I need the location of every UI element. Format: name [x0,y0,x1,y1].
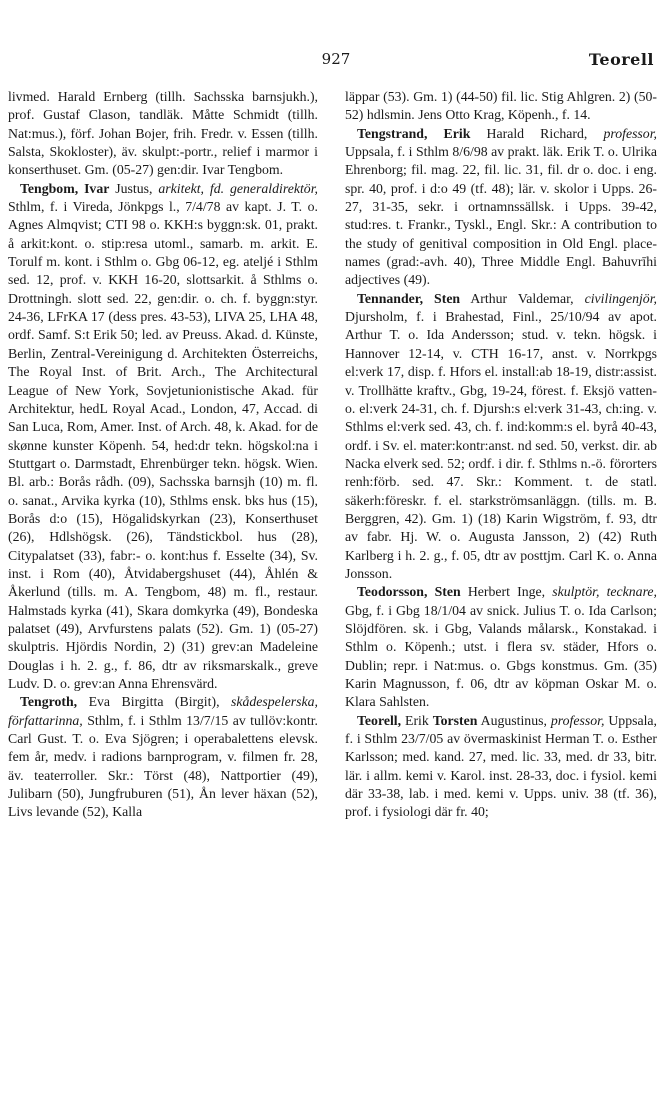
right-column [345,88,657,822]
entry-name: Teodorsson, Sten [357,584,461,600]
entry-given-bold: Torsten [432,712,478,728]
entry-text: Uppsala, f. i Sthlm 23/7/05 av övermaskinist Herman T. o. Esther Karlsson; med. kand. 27, med. lic. 33, med. dr 33, bitr. lär. i allm. kemi v. Karol. inst. 28-33, doc. i fysiol. kemi där 33-38, lab. i med. kemi v. Upps. univ. 38 (tf. 36), prof. i fysiologi där fr. 40; [345,712,658,820]
entry-teodorsson [345,583,657,711]
entry-given-names: Eva Birgitta (Birgit), [88,694,220,710]
entry-name: Tengstrand, Erik [357,125,471,141]
entry-name: Tennander, Sten [357,290,461,306]
entry-tengstrand [345,125,657,290]
entry-text: Gbg, f. i Gbg 18/1/04 av snick. Julius T. o. Ida Carlson; Slöjdfören. sk. i Gbg, Valands målarsk., Konstakad. i Sthlm o. Köpenh.; utst. i flera sv. städer, Hfors o. Dublin; repr. i Nat:mus. o. Gbgs konstmus. Gm. (35) Karin Magnusson, f. 06, dtr av köpman Oskar M. o. Klara Sahlsten. [345,602,657,710]
entry-given-names: Harald Richard, [486,125,588,141]
entry-given-prefix: Erik [405,712,429,728]
entry-continuation: läppar (53). Gm. 1) (44-50) fil. lic. Stig Ahlgren. 2) (50-52) hdlsmin. Jens Otto Krag, Köpenh., f. 14. [345,89,657,123]
entry-occupation: civilingenjör, [584,290,657,306]
page-number: 927 [321,50,351,68]
left-column [8,88,318,822]
entry-text: Sthlm, f. i Sthlm 13/7/15 av tullöv:kontr. Carl Gust. T. o. Eva Sjögren; i operabalettens elevsk. fem år, medv. i radions barnprogram, v. filmen fr. 28, äv. teaterroller. Skr.: Törst (48), Nattportier (49), Julibarn (50), Jungfruburen (51), Ån lever häxan (52), Livs levande (52), Kalla [8,712,319,820]
entry-occupation: professor, [603,125,657,141]
entry-name: Tengbom, Ivar [20,180,110,196]
entry-name: Teorell, [357,712,402,728]
entry-continuation: livmed. Harald Ernberg (tillh. Sachsska barnsjukh.), prof. Gustaf Clason, tandläk. Måtte Schmidt (tillh. Nat:mus.), förf. Johan Bojer, frih. Fredr. v. Essen (tillh. Salsta, Skokloster), äv. skulpt:-portr., relief i marmor i konserthuset. Gm. (05-27) gen:dir. Ivar Tengbom. [8,89,318,178]
entry-occupation: skulptör, tecknare, [552,584,658,600]
running-head: Teorell [588,50,654,69]
entry-occupation: arkitekt, fd. generaldirektör, [158,180,318,196]
entry-given-names: Herbert Inge, [467,584,546,600]
entry-tennander [345,290,657,584]
entry-tengroth [8,693,318,821]
entry-given-names: Arthur Valdemar, [470,290,574,306]
entry-tengbom [8,180,318,694]
entry-text: Sthlm, f. i Vireda, Jönkpgs l., 7/4/78 av kapt. J. T. o. Agnes Almqvist; CTI 98 o. KKH:s byggn:sk. 01, prakt. å arkit:kont. o. stip:resa utoml., samarb. m. arkit. E. Torulf m. kont. i Sthlm o. Gbg 06-12, eg. ateljé i Sthlm sed. 12, prof. v. KKH 16-20, slottsarkit. å Sthlms o. Drottningh. slott sed. 22, gen:dir. o. ch. f. byggn:styr. 24-36, LFrKA 17 (dess pres. 43-53), LIVA 25, LHA 48, ordf. Samf. S:t Erik 50; led. av Preuss. Akad. d. Künste, Berlin, Zentral-Vereinigung d. Architekten Österreichs, The Royal Inst. of Brit. Arch., The Architectural League of New York, Sovjetunionistische Akad. für Architektur, hedL Royal Acad., London, 47, Accad. di San Luca, Rom, Amer. Inst. of Arch. 48, k. Akad. for de skønne kunster Köpenh. 54, hed:dr tekn. högskol:na i Stuttgart o. Darmstadt, Ehrenbürger tekn. högsk. Wien. Bl. arb.: Borås rådh. (09), Sachsska barnsjh (10) m. fl. o. sanat., Arvika kyrka (10), Sthlms ensk. bks hus (15), Borås d:o (15), Högalidskyrkan (23), Konserthuset (26), Hdlshögsk. (26), Tändstickbol. hus (28), Citypalatset (33), fabr:- o. kont:hus f. Esselte (34), Sv. inst. i Rom (40), Åtvidabergshuset (44), Åhlén & Åkerlund (tills. m. A. Tengbom, 48) m. fl., restaur. Halmstads kyrka (41), Skara domkyrka (49), Bondeska palatset (49), Arvfurstens palats (52). Gm. 1) (05-27) skulptris. Hjördis Nordin, 2) (31) grev:an Madeleine Douglas i h. 2. g., f. 86, dtr av riksmarskalk., greve Ludv. D. o. grev:an Anna Ehrensvärd. [8,199,318,691]
entry-occupation: professor, [550,712,605,728]
entry-given-names: Justus, [115,180,153,196]
entry-occupation: skådespelerska, författarinna, [8,694,318,728]
entry-text: Djursholm, f. i Brahestad, Finl., 25/10/94 av apot. Arthur T. o. Ida Andersson; stud. v. tekn. högsk. i Hannover 12-14, v. CTH 16-17, anst. v. Norrkpgs el:verk 17, disp. f. Hfors el. install:ab 18-19, distr:assist. v. Trollhätte kraftv., Gbg, 19-24, förest. f. Eksjö vatten- o. el:verk 24-31, ch. f. Djursh:s el:verk 31-43, ch:ing. v. Sthlms el:verk sed. 43, ch. f. ind:komm:s el. byrå 40-43, ordf. i Sv. el. mater:kontr:anst. nd sed. 50, verkst. dir. ab Nacka elverk sed. 52; ordf. i dir. f. Sthlms n.-ö. förorters renh:förb. sed. 47. Skr.: Komment. t. de statl. säkerh:föreskr. f. el. starkströmsanläggn. (tills. m. B. Berggren, 42). Gm. 1) (18) Karin Wigström, f. 93, dtr av fabr. Hj. W. o. Augusta Jansson, 2) (42) Ruth Karlberg i h. 2. g., f. 05, dtr av posttjm. Carl K. o. Anna Jonsson. [345,309,657,581]
entry-given-suffix: Augustinus, [480,712,547,728]
entry-name: Tengroth, [20,694,78,710]
entry-teorell [345,712,657,822]
entry-text: Uppsala, f. i Sthlm 8/6/98 av prakt. läk. Erik T. o. Ulrika Ehrenborg; fil. mag. 22, fil. lic. 31, fil. dr o. doc. i eng. spr. 40, prof. i d:o 49 (tf. 48); lär. v. skolor i Upps. 26-27, 31-35, sekr. i ortnamnssällsk. i Upps. 39-42, stud:res. t. Frankr., Tyskl., Engl. Skr.: A contribution to the study of genitival composition in Old Engl. place-names (grad:-avh. 40), Three Middle Engl. Bahuvrīhi adjectives (49). [345,144,657,288]
